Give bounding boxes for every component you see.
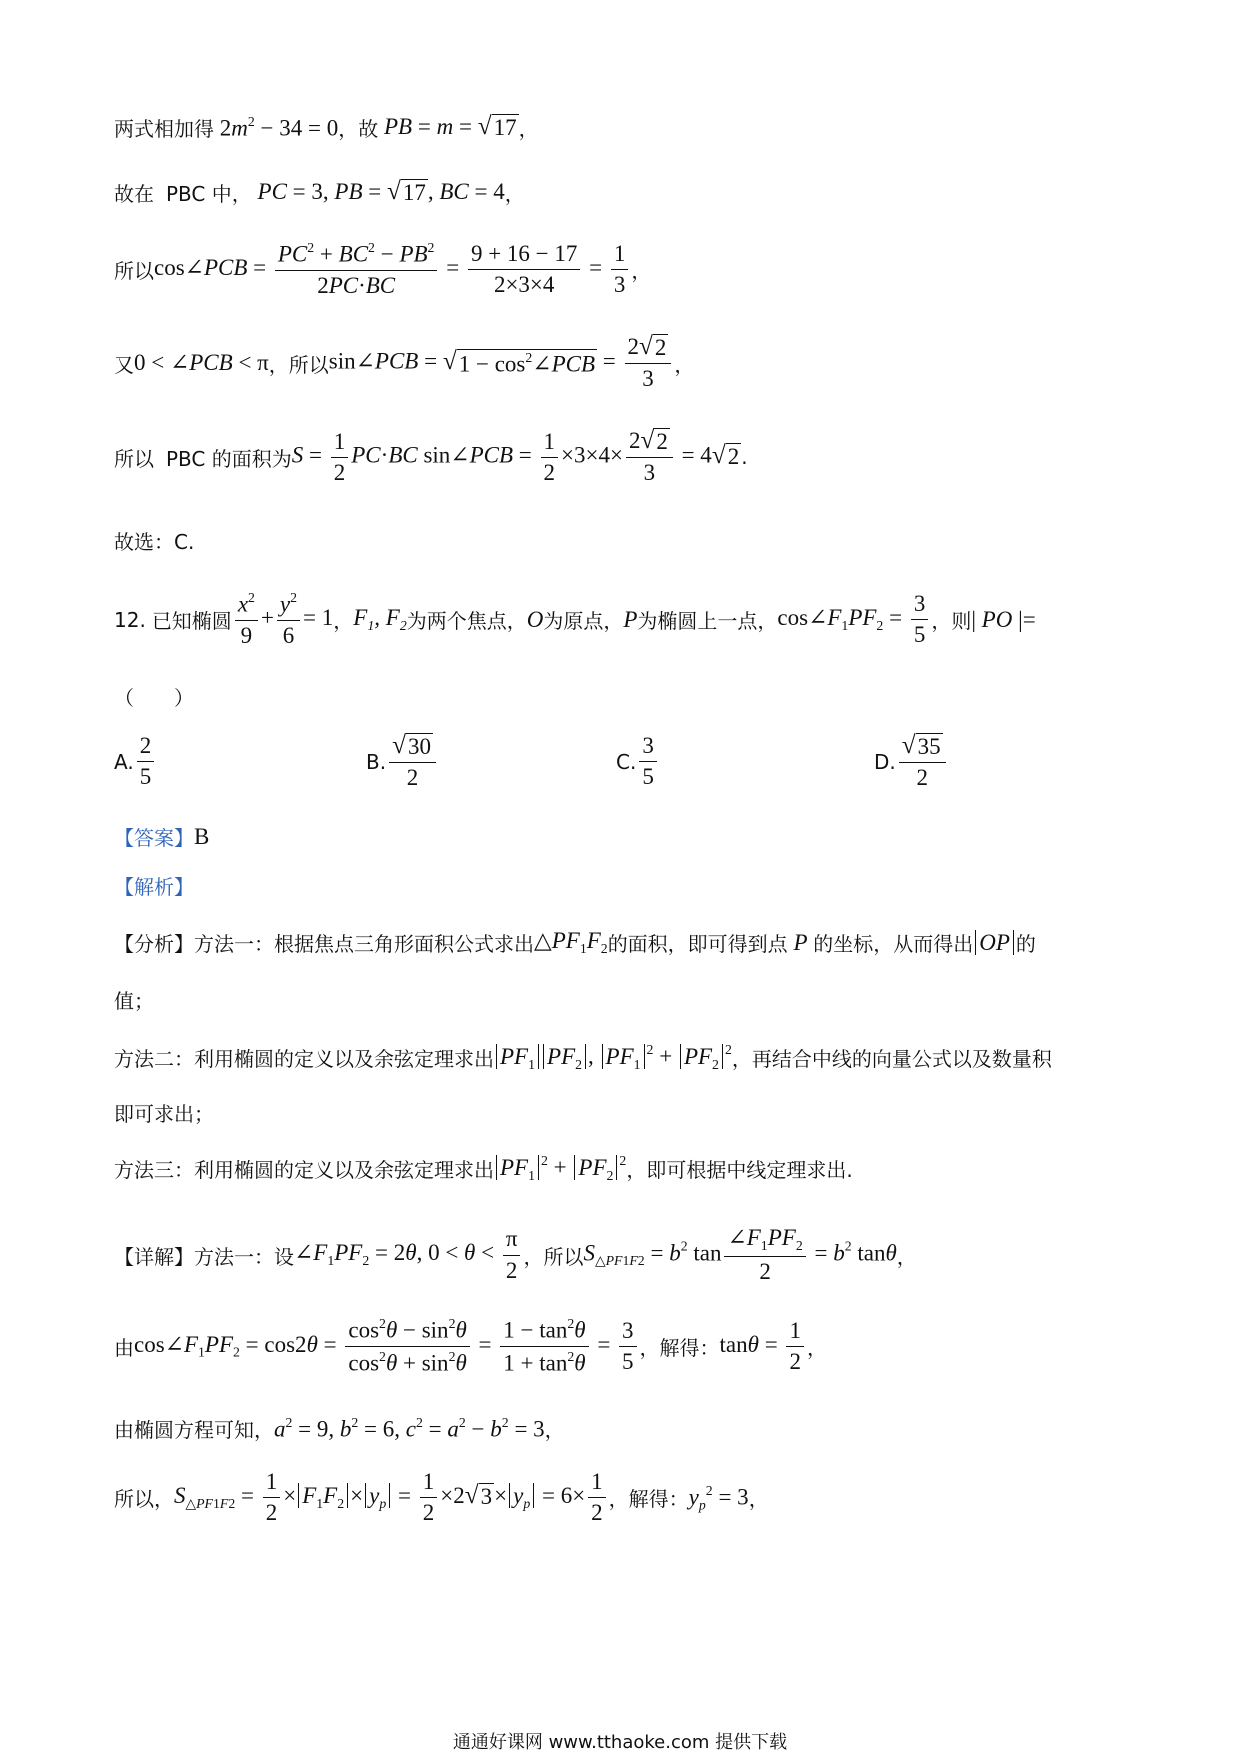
formula: $\angle F_1PF_2 = 2\theta$, 0 < θ < $\frac{\pi}{2}$	[294, 1226, 523, 1284]
formula: $\triangle PF_1F_2$	[534, 928, 608, 956]
formula: $2m^2 - 34 = 0$	[214, 113, 339, 141]
formula: 0 < ∠PCB < π	[134, 350, 269, 376]
answer-tag: 【答案】	[114, 826, 194, 850]
xiangjie-line-1: 【详解】 方法一：设 $\angle F_1PF_2 = 2\theta$, 0 < θ < $\frac{\pi}{2}$ ， 所以 $S_{\triangle PF1F2} = b^2$ tan $\frac{\angle F_1PF_2}{2}$ = $b^2$ tanθ ，	[114, 1225, 917, 1284]
line-4: 又 0 < ∠PCB < π ， 所以 sin∠PCB = √ $1 - \cos^2\angle PCB$ = 2 √ 2 3 ，	[114, 332, 695, 392]
xiangjie-line-4: 所以， $S_{\triangle PF1F2}$ = $\frac{1}{2}$ × $F_1F_2 \times y_p$ = $\frac{1}{2}$ ×2 √ 3 × $y_p = 6\times$ $\frac{1}{2}$ ，解得： $y_p^2 = 3$ ，	[114, 1469, 769, 1526]
option-c: C. $\frac{3}{5}$	[616, 733, 660, 791]
xiangjie-line-3: 由椭圆方程可知， $a^2 = 9$, $b^2 = 6$, $c^2 = a^2 - b^2 = 3$ ，	[114, 1414, 565, 1442]
fenxi-line-1: 【分析】 方法一：根据焦点三角形面积公式求出 $\triangle PF_1F_2$ 的面积，即可得到点 P 的坐标，从而得出 OP 的	[114, 928, 1036, 956]
analysis-line	[114, 871, 194, 900]
line-1: 两式相加得 $2m^2 - 34 = 0$ ， 故 PB = m = √ 17 ，	[114, 112, 539, 141]
formula: $S_{\triangle PF1F2} = b^2$ tan $\frac{\angle F_1PF_2}{2}$ = $b^2$ tanθ	[583, 1225, 897, 1284]
formula: OP	[973, 930, 1016, 956]
formula: $\cos\angle F_1PF_2 = \cos 2\theta$ = $\frac{\cos^2\theta - \sin^2\theta}{\cos^2\theta + \sin^2\theta}$ = $\frac{1 - \tan^2\theta}{1 + \tan^2\theta}$ = $\frac{3}{5}$	[134, 1316, 640, 1377]
formula: S = $\frac{1}{2}$ PC·BC sin∠PCB = $\frac{1}{2}$ ×3×4× 2 √ 2 3 = 4 √ 2	[291, 426, 740, 486]
fenxi-line-5: 方法三：利用椭圆的定义以及余弦定理求出 $PF_1^2 + PF_2^2$ ，即可根据中线定理求出.	[114, 1153, 853, 1183]
formula: PB = m = √ 17	[383, 112, 517, 140]
fenxi-line-4: 即可求出；	[114, 1102, 214, 1126]
formula: $y_p^2 = 3$	[688, 1482, 749, 1513]
formula: sin∠PCB = √ $1 - \cos^2\angle PCB$ = 2 √ 2 3	[329, 334, 675, 393]
line-3: 所以 cos∠PCB = $\frac{PC^2 + BC^2 - PB^2}{2PC\cdot BC}$ = $\frac{9 + 16 - 17}{2\times 3\times 4}$ = $\frac{1}{3}$ ，	[114, 240, 652, 299]
option-b: B. √ 30 2	[366, 733, 439, 792]
formula: $S_{\triangle PF1F2}$ = $\frac{1}{2}$ × $F_1F_2 \times y_p$ = $\frac{1}{2}$ ×2 √ 3 × $y_p = 6\times$ $\frac{1}{2}$	[174, 1469, 609, 1527]
xiangjie-tag: 【详解】	[114, 1244, 194, 1269]
formula: PC = 3, PB = √ 17 , BC = 4	[257, 177, 505, 205]
formula: tanθ = $\frac{1}{2}$	[720, 1318, 807, 1376]
fenxi-line-3: 方法二：利用椭圆的定义以及余弦定理求出 $PF_1$ $PF_2$ , $PF_1^2 + PF_2^2$ ，再结合中线的向量公式以及数量积	[114, 1042, 1052, 1072]
answer-line	[114, 822, 209, 851]
fenxi-line-2: 值；	[114, 989, 154, 1013]
formula: $a^2 = 9$, $b^2 = 6$, $c^2 = a^2 - b^2 = 3$	[274, 1414, 545, 1442]
xiangjie-line-2: 由 $\cos\angle F_1PF_2 = \cos 2\theta$ = $\frac{\cos^2\theta - \sin^2\theta}{\cos^2\theta + \sin^2\theta}$ = $\frac{1 - \tan^2\theta}{1 + \tan^2\theta}$ = $\frac{3}{5}$ ，解得： tanθ = $\frac{1}{2}$ ，	[114, 1316, 827, 1376]
formula: $\cos\angle F_1PF_2$ = $\frac{3}{5}$	[777, 591, 931, 649]
question-number: 12.	[114, 607, 146, 632]
line-5: 所以 PBC 的面积为 S = $\frac{1}{2}$ PC·BC sin∠PCB = $\frac{1}{2}$ ×3×4× 2 √ 2 3 = 4 √ 2 .	[114, 426, 748, 486]
option-a: A. $\frac{2}{5}$	[114, 733, 157, 791]
question-paren: （ ）	[114, 686, 194, 710]
question-12: 12. 已知椭圆 $\frac{x^2}{9}$ + $\frac{y^2}{6}$ = 1 ， $F_1$, $F_2$ 为两个焦点， O 为原点， P 为椭圆上一点， $\cos\angle F_1PF_2$ = $\frac{3}{5}$ ， 则 | PO |=	[114, 590, 1036, 649]
formula: cos∠PCB = $\frac{PC^2 + BC^2 - PB^2}{2PC\cdot BC}$ = $\frac{9 + 16 - 17}{2\times 3\times 4}$ = $\frac{1}{3}$	[154, 240, 631, 300]
formula: | PO |=	[971, 606, 1036, 632]
footer-watermark: 通通好课网 www.tthaoke.com 提供下载	[452, 1732, 788, 1753]
line-6: 故选：C.	[114, 530, 195, 554]
fenxi-tag: 【分析】	[114, 932, 194, 956]
formula: $PF_1$ $PF_2$ , $PF_1^2 + PF_2^2$	[494, 1042, 732, 1072]
answer-value: B	[194, 823, 210, 849]
formula: $\frac{x^2}{9}$ + $\frac{y^2}{6}$ = 1	[232, 590, 333, 650]
formula: $F_1$, $F_2$	[353, 605, 407, 634]
analysis-tag: 【解析】	[114, 875, 194, 899]
option-d: D. √ 35 2	[874, 733, 949, 792]
line-2: 故在 PBC 中， PC = 3, PB = √ 17 , BC = 4 ，	[114, 177, 525, 206]
formula: $PF_1^2 + PF_2^2$	[494, 1153, 626, 1183]
